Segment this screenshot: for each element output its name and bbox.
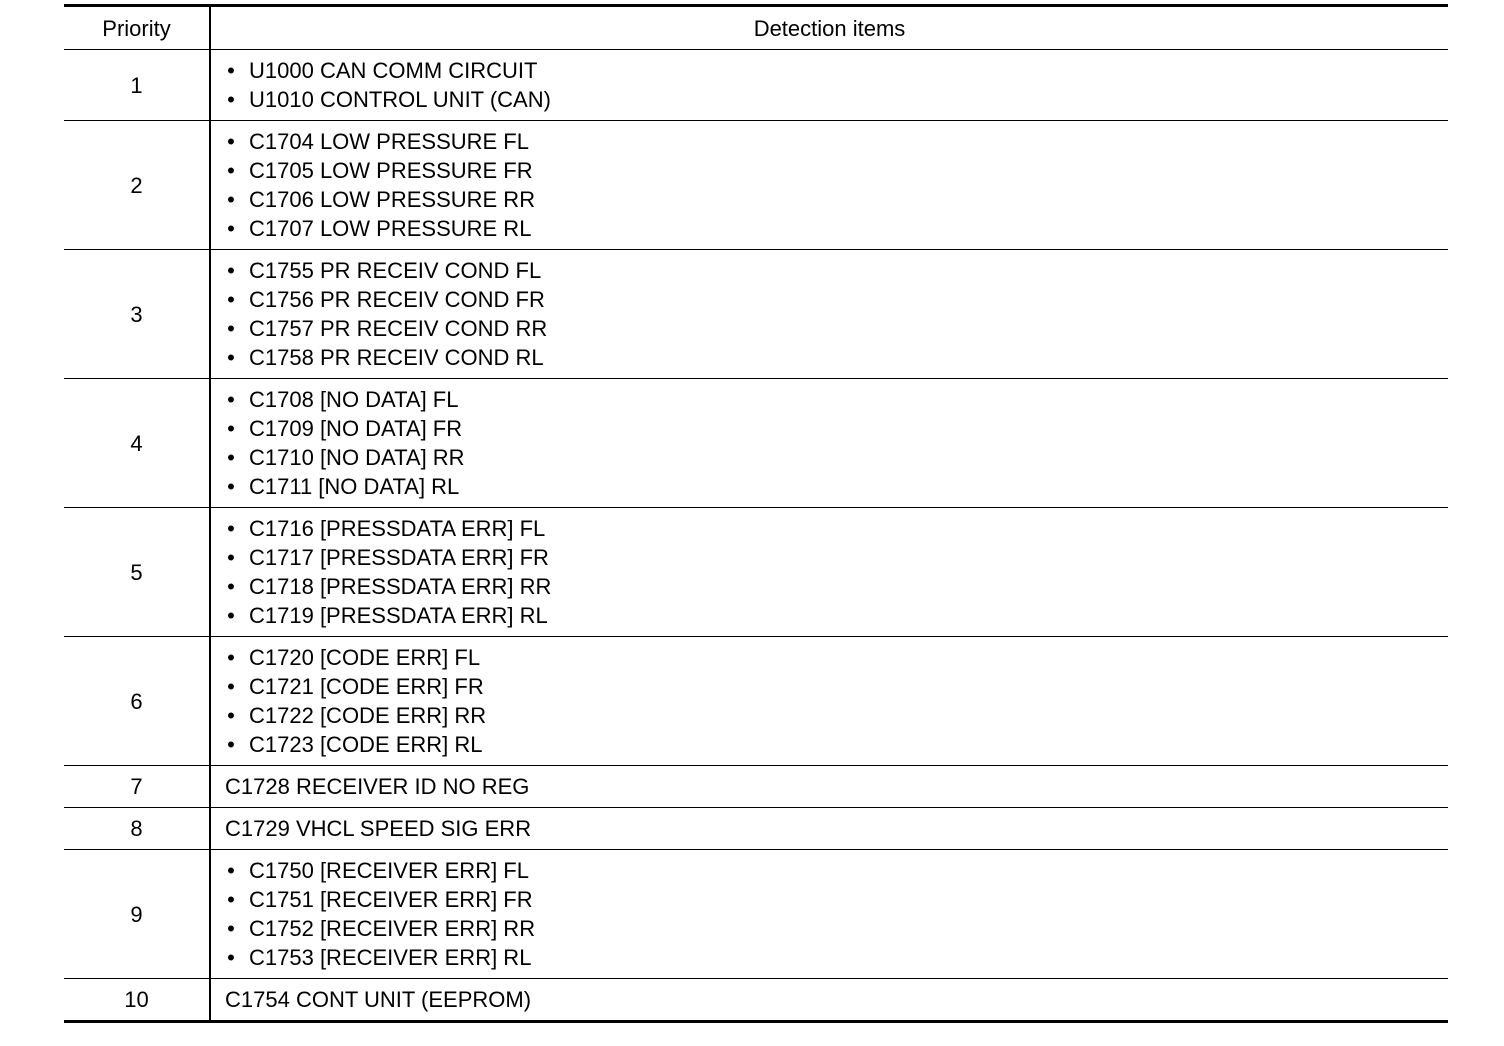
detection-item-text: U1010 CONTROL UNIT (CAN) — [249, 87, 551, 112]
table-body — [64, 50, 1448, 1022]
detection-item-text: C1718 [PRESSDATA ERR] RR — [249, 574, 552, 599]
detection-item-text: C1729 VHCL SPEED SIG ERR — [225, 816, 532, 841]
priority-cell: 5 — [64, 508, 210, 637]
detection-item-text: C1710 [NO DATA] RR — [249, 445, 465, 470]
detection-item — [225, 385, 1448, 414]
detection-item-text: C1719 [PRESSDATA ERR] RL — [249, 603, 548, 628]
detection-item — [225, 343, 1448, 372]
table-header — [64, 6, 1448, 50]
table-row — [64, 50, 1448, 121]
detection-item-text: C1720 [CODE ERR] FL — [249, 645, 481, 670]
detection-item-text: C1704 LOW PRESSURE FL — [249, 129, 529, 154]
detection-items-cell — [210, 808, 1448, 850]
bullet-icon: • — [227, 603, 235, 628]
bullet-icon: • — [227, 387, 235, 412]
detection-priority-table — [64, 4, 1448, 1023]
bullet-icon: • — [227, 416, 235, 441]
detection-item-text: C1707 LOW PRESSURE RL — [249, 216, 532, 241]
detection-item-text: C1708 [NO DATA] FL — [249, 387, 459, 412]
detection-item — [225, 314, 1448, 343]
detection-items-cell — [210, 766, 1448, 808]
detection-item-text: C1728 RECEIVER ID NO REG — [225, 774, 530, 799]
detection-item — [225, 943, 1448, 972]
detection-item — [225, 572, 1448, 601]
detection-item — [225, 543, 1448, 572]
detection-item — [225, 414, 1448, 443]
detection-item — [225, 443, 1448, 472]
bullet-icon: • — [227, 87, 235, 112]
detection-item-list — [211, 856, 1448, 972]
detection-item-text: C1750 [RECEIVER ERR] FL — [249, 858, 529, 883]
table-row — [64, 508, 1448, 637]
detection-item — [225, 214, 1448, 243]
detection-items-cell — [210, 508, 1448, 637]
detection-item-text: C1754 CONT UNIT (EEPROM) — [225, 987, 532, 1012]
bullet-icon: • — [227, 645, 235, 670]
detection-item — [225, 256, 1448, 285]
detection-item — [225, 914, 1448, 943]
detection-item — [225, 56, 1448, 85]
detection-items-cell — [210, 379, 1448, 508]
detection-item — [225, 730, 1448, 759]
bullet-icon: • — [227, 445, 235, 470]
bullet-icon: • — [227, 129, 235, 154]
detection-items-cell — [210, 250, 1448, 379]
detection-items-cell — [210, 637, 1448, 766]
detection-item — [225, 85, 1448, 114]
detection-item-list — [211, 256, 1448, 372]
priority-cell: 4 — [64, 379, 210, 508]
detection-item — [225, 701, 1448, 730]
bullet-icon: • — [227, 887, 235, 912]
priority-cell: 2 — [64, 121, 210, 250]
detection-item-text: C1757 PR RECEIV COND RR — [249, 316, 548, 341]
priority-cell: 8 — [64, 808, 210, 850]
bullet-icon: • — [227, 258, 235, 283]
detection-item-text: C1709 [NO DATA] FR — [249, 416, 463, 441]
detection-item-list — [211, 56, 1448, 114]
detection-item — [225, 514, 1448, 543]
detection-item-text: C1717 [PRESSDATA ERR] FR — [249, 545, 549, 570]
detection-item — [225, 472, 1448, 501]
bullet-icon: • — [227, 574, 235, 599]
bullet-icon: • — [227, 916, 235, 941]
detection-item-text: C1756 PR RECEIV COND FR — [249, 287, 545, 312]
detection-item-text: C1753 [RECEIVER ERR] RL — [249, 945, 532, 970]
bullet-icon: • — [227, 945, 235, 970]
priority-cell: 6 — [64, 637, 210, 766]
detection-item-text: C1722 [CODE ERR] RR — [249, 703, 487, 728]
priority-column-header: Priority — [64, 6, 210, 50]
bullet-icon: • — [227, 858, 235, 883]
detection-items-cell — [210, 979, 1448, 1022]
detection-item — [225, 672, 1448, 701]
detection-item — [225, 156, 1448, 185]
detection-item-list — [211, 514, 1448, 630]
priority-cell: 3 — [64, 250, 210, 379]
priority-cell: 1 — [64, 50, 210, 121]
bullet-icon: • — [227, 474, 235, 499]
detection-item — [225, 856, 1448, 885]
bullet-icon: • — [227, 674, 235, 699]
detection-item-text: C1705 LOW PRESSURE FR — [249, 158, 533, 183]
bullet-icon: • — [227, 516, 235, 541]
detection-item — [225, 127, 1448, 156]
detection-item — [225, 885, 1448, 914]
priority-cell: 10 — [64, 979, 210, 1022]
header-row — [64, 6, 1448, 50]
table-row — [64, 379, 1448, 508]
table-row — [64, 766, 1448, 808]
table-row — [64, 121, 1448, 250]
bullet-icon: • — [227, 345, 235, 370]
bullet-icon: • — [227, 216, 235, 241]
detection-items-column-header: Detection items — [210, 6, 1448, 50]
detection-item-list — [211, 127, 1448, 243]
priority-cell: 9 — [64, 850, 210, 979]
priority-cell: 7 — [64, 766, 210, 808]
detection-items-cell — [210, 850, 1448, 979]
detection-item-text: C1711 [NO DATA] RL — [249, 474, 460, 499]
bullet-icon: • — [227, 545, 235, 570]
detection-item-text: C1723 [CODE ERR] RL — [249, 732, 483, 757]
detection-items-cell — [210, 121, 1448, 250]
bullet-icon: • — [227, 732, 235, 757]
detection-item-text: C1716 [PRESSDATA ERR] FL — [249, 516, 546, 541]
bullet-icon: • — [227, 158, 235, 183]
table-row — [64, 637, 1448, 766]
detection-item-text: C1751 [RECEIVER ERR] FR — [249, 887, 533, 912]
table-row — [64, 979, 1448, 1022]
detection-item-text: C1706 LOW PRESSURE RR — [249, 187, 536, 212]
detection-item — [225, 601, 1448, 630]
detection-item-text: U1000 CAN COMM CIRCUIT — [249, 58, 538, 83]
detection-item-list — [211, 385, 1448, 501]
detection-item-list — [211, 643, 1448, 759]
bullet-icon: • — [227, 703, 235, 728]
bullet-icon: • — [227, 316, 235, 341]
detection-item-text: C1755 PR RECEIV COND FL — [249, 258, 542, 283]
detection-item — [225, 285, 1448, 314]
table-row — [64, 250, 1448, 379]
detection-items-cell — [210, 50, 1448, 121]
bullet-icon: • — [227, 187, 235, 212]
detection-item-text: C1752 [RECEIVER ERR] RR — [249, 916, 536, 941]
detection-item — [225, 643, 1448, 672]
bullet-icon: • — [227, 58, 235, 83]
table-row — [64, 808, 1448, 850]
table-row — [64, 850, 1448, 979]
detection-item-text: C1758 PR RECEIV COND RL — [249, 345, 544, 370]
detection-item — [225, 185, 1448, 214]
bullet-icon: • — [227, 287, 235, 312]
detection-item-text: C1721 [CODE ERR] FR — [249, 674, 484, 699]
